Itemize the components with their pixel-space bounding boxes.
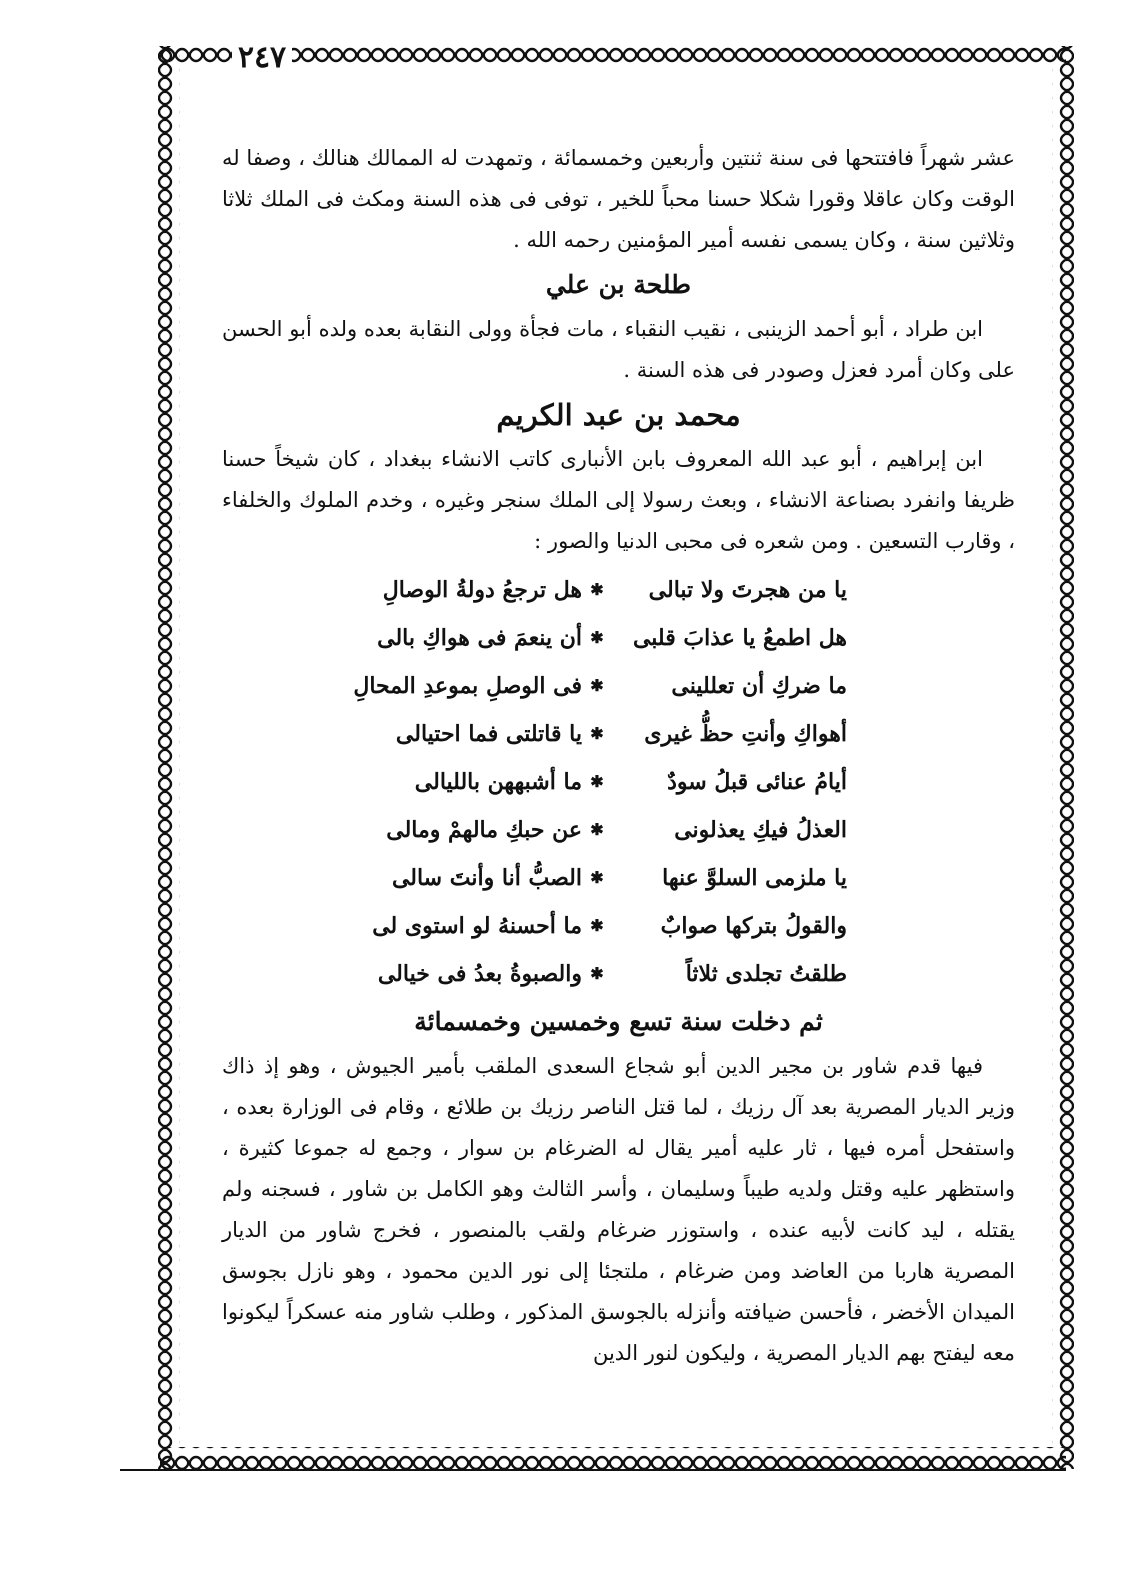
verse-first-hemistich: هل اطمعُ يا عذابَ قلبى (632, 625, 847, 651)
border-left (158, 46, 180, 1469)
poem-verse (222, 854, 847, 902)
verse-separator-icon: ✱ (590, 580, 604, 599)
section-text-talha: ابن طراد ، أبو أحمد الزينبى ، نقيب النقباء ، مات فجأة وولى النقابة بعده ولده أبو الحسن على وكان أمرد فعزل وصودر فى هذه السنة . (222, 317, 1015, 382)
border-bottom (160, 1447, 1066, 1469)
verse-separator-icon: ✱ (590, 868, 604, 887)
border-top (160, 46, 1066, 68)
verse-separator-icon: ✱ (590, 724, 604, 743)
poem-verse (222, 806, 847, 854)
year-heading: ثم دخلت سنة تسع وخمسين وخمسمائة (414, 1007, 823, 1036)
poem-verse (222, 950, 847, 998)
verse-first-hemistich: العذلُ فيكِ يعذلونى (674, 817, 847, 843)
verse-separator-icon: ✱ (590, 772, 604, 791)
poem (222, 566, 1015, 998)
page-content (222, 138, 1015, 1374)
verse-first-hemistich: ما ضركِ أن تعللينى (671, 673, 847, 699)
verse-second-hemistich: فى الوصلِ بموعدِ المحالِ (353, 673, 582, 699)
verse-separator-icon: ✱ (590, 628, 604, 647)
verse-separator-icon: ✱ (590, 820, 604, 839)
verse-first-hemistich: طلقتُ تجلدى ثلاثاً (685, 961, 847, 987)
poem-verse (222, 566, 847, 614)
verse-separator-icon: ✱ (590, 916, 604, 935)
verse-second-hemistich: يا قاتلتى فما احتيالى (395, 721, 582, 747)
poem-verse (222, 710, 847, 758)
verse-second-hemistich: أن ينعمَ فى هواكِ بالى (377, 625, 582, 651)
poem-verse (222, 662, 847, 710)
verse-first-hemistich: يا ملزمى السلوَّ عنها (662, 865, 847, 891)
poem-verse (222, 614, 847, 662)
verse-first-hemistich: أهواكِ وأنتِ حظُّ غيرى (644, 721, 847, 747)
verse-first-hemistich: والقولُ بتركها صوابٌ (660, 913, 847, 939)
section-heading-talha: طلحة بن علي (545, 270, 692, 299)
verse-second-hemistich: الصبُّ أنا وأنتَ سالى (391, 865, 582, 891)
section-heading-muhammad: محمد بن عبد الكريم (496, 398, 741, 432)
verse-second-hemistich: والصبوةُ بعدُ فى خيالى (377, 961, 582, 987)
verse-separator-icon: ✱ (590, 964, 604, 983)
section-text-muhammad: ابن إبراهيم ، أبو عبد الله المعروف بابن الأنبارى كاتب الانشاء ببغداد ، كان شيخاً حسنا ظريفا وانفرد بصناعة الانشاء ، وبعث رسولا إلى الملك سنجر وغيره ، وخدم الملوك والخلفاء ، وقارب التسعين . ومن شعره فى محبى الدنيا والصور : (222, 447, 1015, 553)
verse-second-hemistich: ما أحسنهُ لو استوى لى (372, 913, 582, 939)
verse-first-hemistich: يا من هجرتَ ولا تبالى (648, 577, 847, 603)
page-number: ٢٤٧ (232, 38, 292, 78)
poem-verse (222, 758, 847, 806)
intro-paragraph: عشر شهراً فافتتحها فى سنة ثنتين وأربعين وخمسمائة ، وتمهدت له الممالك هنالك ، وصفا له الوقت وكان عاقلا وقورا شكلا حسنا محباً للخير ، توفى فى هذه السنة ومكث فى الملك ثلاثا وثلاثين سنة ، وكان يسمى نفسه أمير المؤمنين رحمه الله . (222, 146, 1015, 252)
poem-verse (222, 902, 847, 950)
verse-separator-icon: ✱ (590, 676, 604, 695)
verse-second-hemistich: هل ترجعُ دولةُ الوصالِ (382, 577, 582, 603)
border-right (1052, 46, 1074, 1469)
verse-first-hemistich: أيامُ عنائى قبلُ سودٌ (667, 769, 847, 795)
year-text: فيها قدم شاور بن مجير الدين أبو شجاع السعدى الملقب بأمير الجيوش ، وهو إذ ذاك وزير الديار المصرية بعد آل رزيك ، لما قتل الناصر رزيك بن طلائع ، وقام فى الوزارة بعده ، واستفحل أمره فيها ، ثار عليه أمير يقال له الضرغام بن سوار ، وجمع له جموعا كثيرة ، واستظهر عليه وقتل ولديه طيباً وسليمان ، وأسر الثالث وهو الكامل بن شاور ، فسجنه ولم يقتله ، ليد كانت لأبيه عنده ، واستوزر ضرغام ولقب بالمنصور ، فخرج شاور من الديار المصرية هاربا من العاضد ومن ضرغام ، ملتجئا إلى نور الدين محمود ، وهو نازل بجوسق الميدان الأخضر ، فأحسن ضيافته وأنزله بالجوسق المذكور ، وطلب شاور منه عسكراً ليكونوا معه ليفتح بهم الديار المصرية ، وليكون لنور الدين (222, 1054, 1015, 1365)
verse-second-hemistich: ما أشبههن بالليالى (414, 769, 582, 795)
verse-second-hemistich: عن حبكِ مالهمْ ومالى (386, 817, 582, 843)
